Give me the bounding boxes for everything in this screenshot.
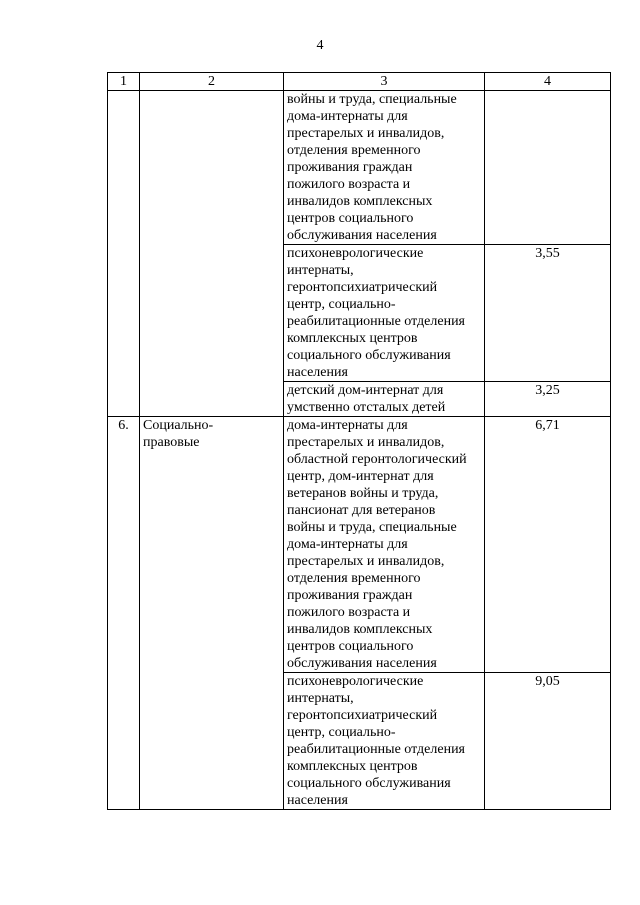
institution-line: реабилитационные отделения: [287, 742, 465, 757]
institution-line: комплексных центров: [287, 759, 418, 774]
institution-line: престарелых и инвалидов,: [287, 126, 445, 141]
institution-line: детский дом-интернат для: [287, 383, 444, 398]
institution-line: социального обслуживания: [287, 776, 451, 791]
value-cell: 9,05: [485, 673, 611, 810]
institution-cell: [284, 245, 485, 382]
table-header-row: [108, 73, 611, 91]
column-header-1: 1: [108, 73, 140, 91]
institution-line: инвалидов комплексных: [287, 194, 433, 209]
institution-line: умственно отсталых детей: [287, 400, 446, 415]
institution-line: геронтопсихиатрический: [287, 280, 438, 295]
value-cell: [485, 91, 611, 245]
page-number: 4: [316, 38, 324, 53]
institution-line: областной геронтологический: [287, 452, 467, 467]
institution-line: интернаты,: [287, 691, 354, 706]
institution-line: отделения временного: [287, 143, 421, 158]
institution-line: пожилого возраста и: [287, 177, 411, 192]
service-category-line: правовые: [143, 435, 200, 450]
institution-cell: [284, 417, 485, 673]
institution-line: социального обслуживания: [287, 348, 451, 363]
institution-cell: [284, 91, 485, 245]
institution-line: интернаты,: [287, 263, 354, 278]
row-number-cell: 6.: [108, 417, 140, 810]
institution-line: пансионат для ветеранов: [287, 503, 436, 518]
institution-line: центр, дом-интернат для: [287, 469, 434, 484]
institution-line: войны и труда, специальные: [287, 92, 457, 107]
row-number-cell: [108, 91, 140, 417]
institution-line: проживания граждан: [287, 160, 413, 175]
service-category-line: Социально-: [143, 418, 214, 433]
institution-line: населения: [287, 793, 348, 808]
institution-line: обслуживания населения: [287, 656, 437, 671]
institution-line: геронтопсихиатрический: [287, 708, 438, 723]
column-header-3: 3: [284, 73, 485, 91]
institution-line: населения: [287, 365, 348, 380]
column-header-2: 2: [140, 73, 284, 91]
column-header-4: 4: [485, 73, 611, 91]
table-row: [108, 417, 611, 673]
institution-line: реабилитационные отделения: [287, 314, 465, 329]
institution-line: дома-интернаты для: [287, 537, 408, 552]
institution-line: инвалидов комплексных: [287, 622, 433, 637]
institution-line: ветеранов войны и труда,: [287, 486, 439, 501]
institution-line: комплексных центров: [287, 331, 418, 346]
institution-line: центр, социально-: [287, 297, 396, 312]
institution-line: центров социального: [287, 211, 414, 226]
institution-line: обслуживания населения: [287, 228, 437, 243]
institution-line: престарелых и инвалидов,: [287, 554, 445, 569]
service-category-cell: [140, 91, 284, 417]
institution-line: психоневрологические: [287, 674, 424, 689]
value-cell: 3,25: [485, 382, 611, 417]
value-cell: 3,55: [485, 245, 611, 382]
institution-line: дома-интернаты для: [287, 418, 408, 433]
institution-line: центр, социально-: [287, 725, 396, 740]
institution-line: проживания граждан: [287, 588, 413, 603]
institution-line: дома-интернаты для: [287, 109, 408, 124]
institution-line: центров социального: [287, 639, 414, 654]
table-row: [108, 91, 611, 245]
value-cell: 6,71: [485, 417, 611, 673]
institution-line: престарелых и инвалидов,: [287, 435, 445, 450]
institution-line: психоневрологические: [287, 246, 424, 261]
institution-cell: [284, 382, 485, 417]
service-category-cell: [140, 417, 284, 810]
institution-line: пожилого возраста и: [287, 605, 411, 620]
institution-cell: [284, 673, 485, 810]
institution-line: войны и труда, специальные: [287, 520, 457, 535]
data-table: [107, 72, 611, 810]
institution-line: отделения временного: [287, 571, 421, 586]
